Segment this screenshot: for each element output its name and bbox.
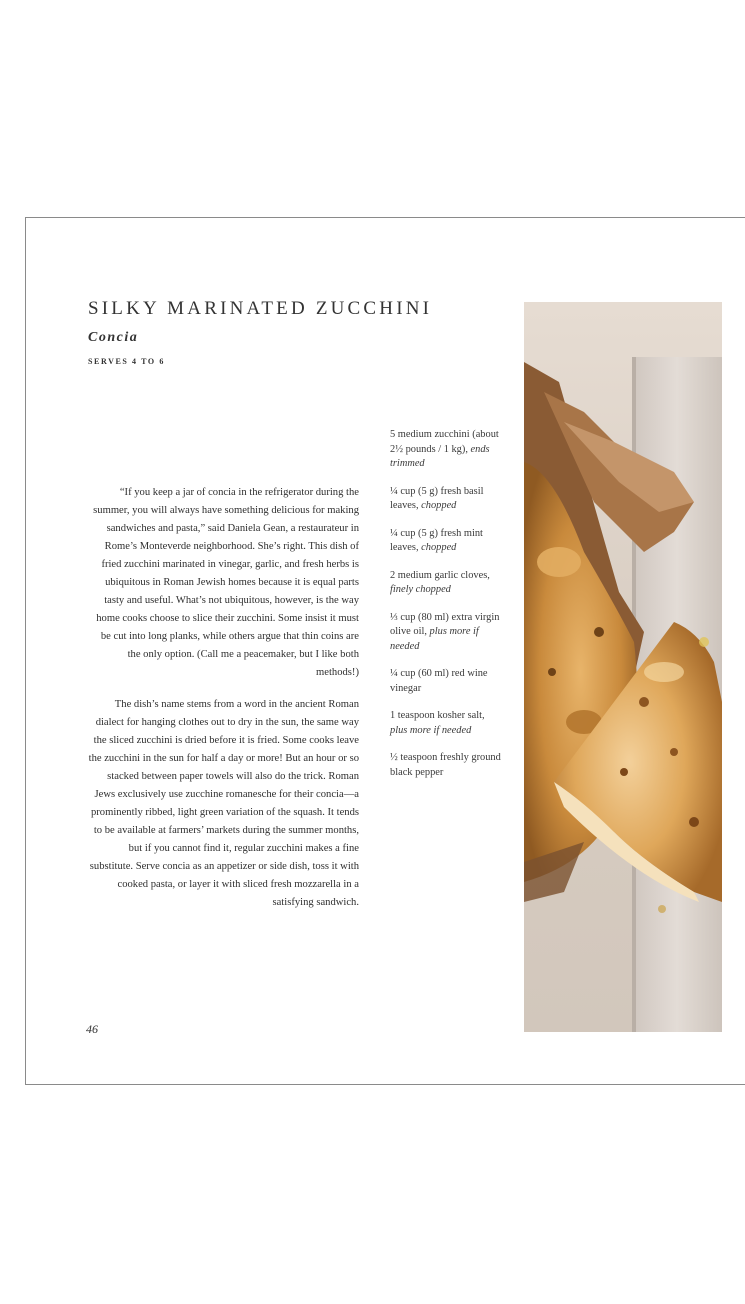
intro-text xyxy=(86,484,359,926)
recipe-photo xyxy=(524,302,722,1032)
recipe-subtitle: Concia xyxy=(88,330,139,345)
ingredient-item: ¼ cup (60 ml) red wine vinegar xyxy=(390,668,488,694)
ingredient-item: ¼ cup (5 g) fresh mint leaves, chopped xyxy=(390,527,483,553)
ingredient-item: ½ teaspoon freshly ground black pepper xyxy=(390,752,501,778)
book-page xyxy=(25,217,745,1085)
ingredient-list xyxy=(390,428,502,793)
serves-note: SERVES 4 TO 6 xyxy=(88,357,165,366)
ingredient-item: ¼ cup (5 g) fresh basil leaves, chopped xyxy=(390,485,484,511)
ingredient-item: 1 teaspoon kosher salt, plus more if needed xyxy=(390,710,485,736)
intro-paragraph: The dish’s name stems from a word in the ancient Roman dialect for hanging clothes out to dry in the sun, the same way the sliced zucchini is dried before it is fried. Some cooks leave the zucchini in the sun for half a day or more! But an hour or so stacked between paper towels will also do the trick. Roman Jews exclusively use zucchine romanesche for their concia—a prominently ribbed, light green variation of the squash. It tends to be available at farmers’ markets during the summer months, but if you cannot find it, regular zucchini makes a fine substitute. Serve concia as an appetizer or side dish, toss it with cooked pasta, or layer it with sliced fresh mozzarella in a satisfying sandwich. xyxy=(88,699,359,908)
bread-photo-illustration xyxy=(524,302,722,1032)
ingredient-item: 5 medium zucchini (about 2½ pounds / 1 kg), ends trimmed xyxy=(390,429,499,469)
ingredient-item: ⅓ cup (80 ml) extra virgin olive oil, plus more if needed xyxy=(390,611,500,652)
ingredient-item: 2 medium garlic cloves, finely chopped xyxy=(390,569,490,595)
recipe-title: SILKY MARINATED ZUCCHINI xyxy=(88,298,433,319)
intro-paragraph: “If you keep a jar of concia in the refrigerator during the summer, you will always have something delicious for making sandwiches and pasta,” said Daniela Gean, a restaurateur in Rome’s Monteverde neighborhood. She’s right. This dish of fried zucchini marinated in vinegar, garlic, and fresh herbs is ubiquitous in Roman Jewish homes because it is equal parts tasty and useful. What’s not ubiquitous, however, is the way home cooks choose to slice their zucchini. Some insist it must be cut into long planks, while others argue that thin coins are the only option. (Call me a peacemaker, but I like both methods!) xyxy=(93,487,359,678)
page-number: 46 xyxy=(86,1022,98,1036)
